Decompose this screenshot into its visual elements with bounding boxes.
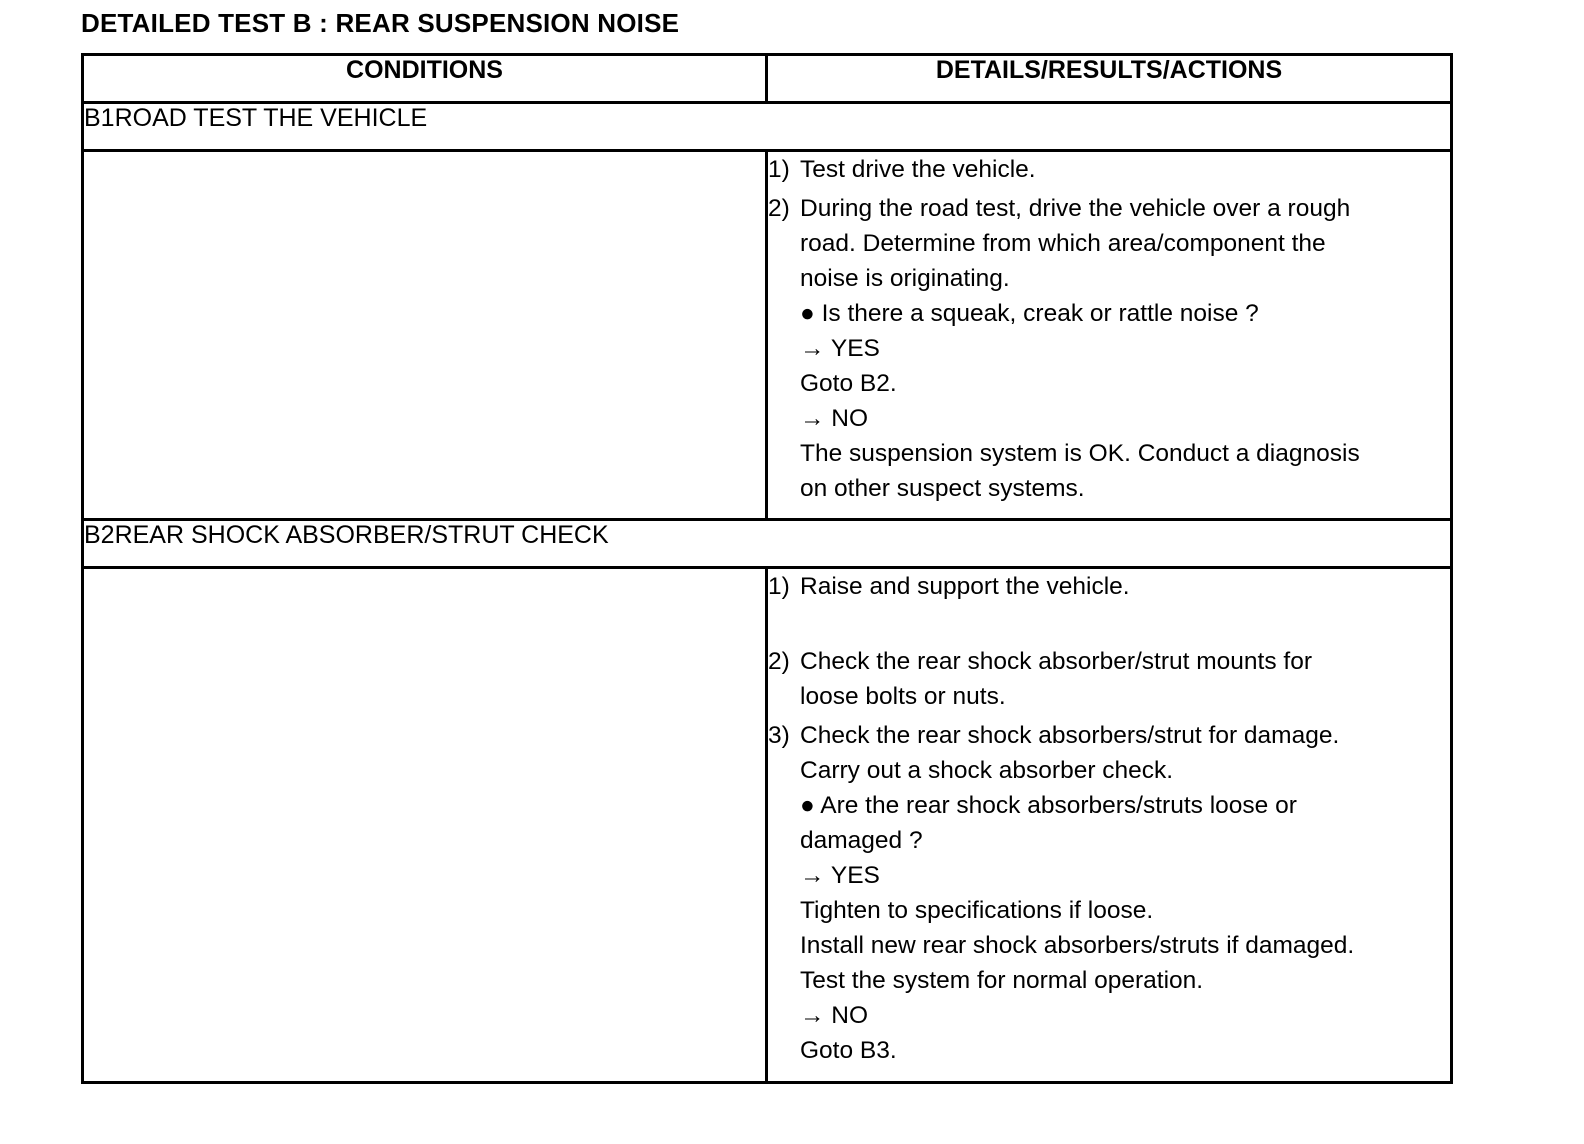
step-text-line: Check the rear shock absorbers/strut for damage. xyxy=(800,722,1340,749)
b2-step-3 xyxy=(768,718,1450,1068)
yes-branch: → YES xyxy=(800,335,880,362)
step-body xyxy=(800,644,1450,714)
step-text-line: Check the rear shock absorber/strut mounts for xyxy=(800,648,1312,675)
diagnostic-table xyxy=(81,53,1453,1084)
step-text-line: During the road test, drive the vehicle over a rough xyxy=(800,195,1351,222)
b2-heading: B2REAR SHOCK ABSORBER/STRUT CHECK xyxy=(83,520,1452,568)
step-number: 2) xyxy=(768,195,790,222)
question-text: ● Are the rear shock absorbers/struts loose or xyxy=(800,792,1297,819)
step-number: 1) xyxy=(768,156,790,183)
page-title: DETAILED TEST B : REAR SUSPENSION NOISE xyxy=(81,8,680,38)
yes-action: Install new rear shock absorbers/struts if damaged. xyxy=(800,932,1355,959)
step-body xyxy=(800,718,1450,1068)
step-text-line: road. Determine from which area/component the xyxy=(800,230,1326,257)
spacer xyxy=(768,604,1450,644)
b1-heading-row xyxy=(83,103,1452,151)
b2-details-cell xyxy=(767,568,1452,1083)
header-row xyxy=(83,55,1452,103)
yes-action: Test the system for normal operation. xyxy=(800,967,1204,994)
yes-action: Goto B2. xyxy=(800,370,897,397)
yes-branch: → YES xyxy=(800,862,880,889)
b2-conditions-cell xyxy=(83,568,767,1083)
question-text: damaged ? xyxy=(800,827,923,854)
b1-conditions-cell xyxy=(83,151,767,520)
b1-step-1 xyxy=(768,152,1450,187)
no-branch: → NO xyxy=(800,1002,869,1029)
no-action: Goto B3. xyxy=(800,1037,897,1064)
b1-details-cell xyxy=(767,151,1452,520)
step-text: Raise and support the vehicle. xyxy=(800,573,1130,600)
no-action: on other suspect systems. xyxy=(800,475,1085,502)
b1-content-row xyxy=(83,151,1452,520)
conditions-header: CONDITIONS xyxy=(83,55,767,103)
step-number: 1) xyxy=(768,573,790,600)
b1-heading: B1ROAD TEST THE VEHICLE xyxy=(83,103,1452,151)
step-text: Test drive the vehicle. xyxy=(800,156,1036,183)
step-number: 3) xyxy=(768,722,790,749)
b2-step-1 xyxy=(768,569,1450,604)
b2-content-row xyxy=(83,568,1452,1083)
yes-action: Tighten to specifications if loose. xyxy=(800,897,1154,924)
step-text-line: noise is originating. xyxy=(800,265,1010,292)
question-text: ● Is there a squeak, creak or rattle noise ? xyxy=(800,300,1259,327)
step-number: 2) xyxy=(768,648,790,675)
b1-step-2 xyxy=(768,191,1450,506)
step-text-line: loose bolts or nuts. xyxy=(800,683,1006,710)
details-header: DETAILS/RESULTS/ACTIONS xyxy=(767,55,1452,103)
step-body xyxy=(800,191,1450,506)
no-branch: → NO xyxy=(800,405,869,432)
step-text-line: Carry out a shock absorber check. xyxy=(800,757,1174,784)
b2-step-2 xyxy=(768,644,1450,714)
no-action: The suspension system is OK. Conduct a diagnosis xyxy=(800,440,1360,467)
b2-heading-row xyxy=(83,520,1452,568)
